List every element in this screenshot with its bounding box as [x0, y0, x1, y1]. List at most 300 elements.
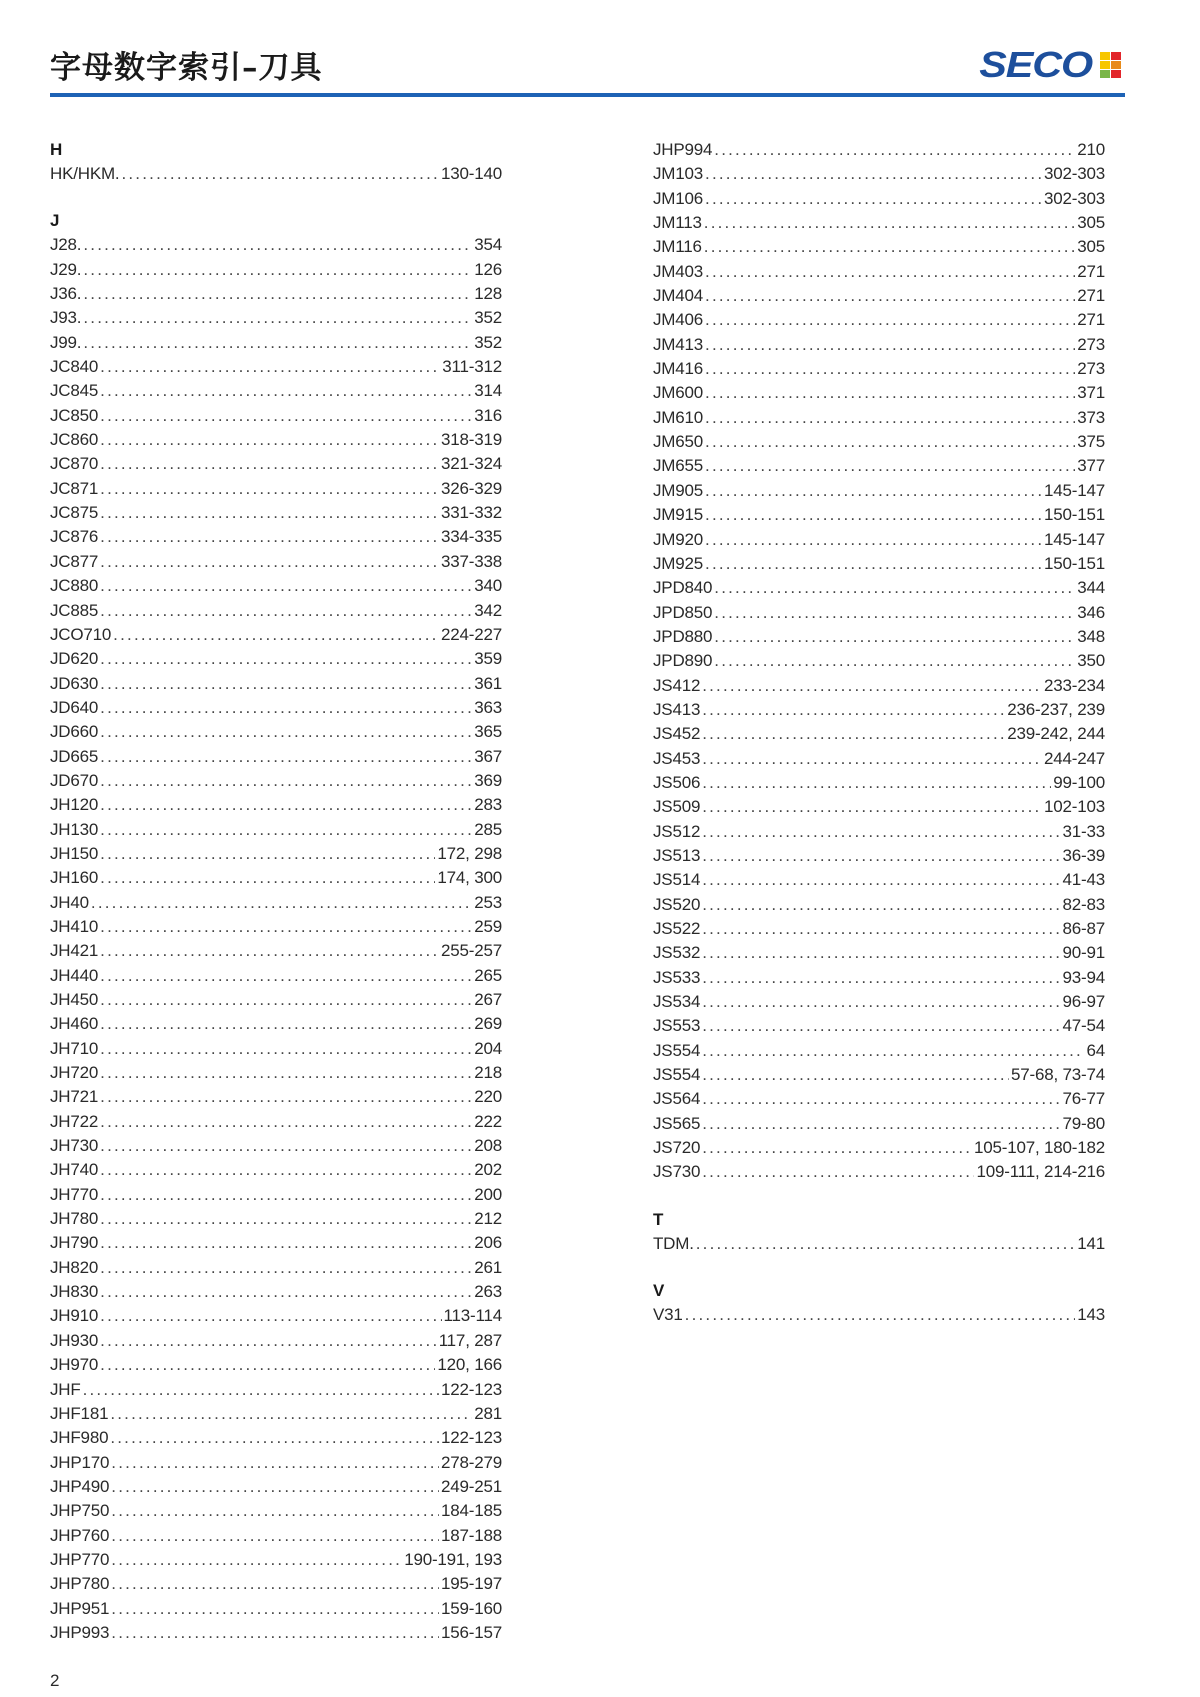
dot-leader — [714, 138, 1075, 162]
entry-code: JC877 — [50, 551, 99, 571]
entry-code: JS522 — [653, 919, 701, 938]
entry-pages: 273 — [1077, 359, 1105, 379]
section-letter: J — [50, 211, 60, 231]
index-section — [653, 1208, 1105, 1256]
entry-pages: 361 — [474, 673, 502, 693]
dot-leader — [111, 1621, 439, 1645]
dot-leader — [111, 1524, 439, 1548]
entry-pages: 259 — [474, 916, 502, 936]
index-entry — [50, 1548, 502, 1572]
index-entry — [50, 964, 502, 988]
dot-leader — [702, 893, 1060, 917]
dot-leader — [714, 625, 1075, 649]
index-entry — [653, 893, 1105, 917]
dot-leader — [702, 1136, 972, 1160]
index-entry — [50, 355, 502, 379]
entry-code: JM650 — [653, 432, 704, 452]
index-entry — [50, 769, 502, 793]
entry-code: J28. — [50, 235, 82, 255]
index-entry — [50, 1451, 502, 1475]
index-entry — [50, 1499, 502, 1523]
entry-code: JM404 — [653, 286, 704, 306]
index-entry — [653, 479, 1105, 503]
entry-code: JH120 — [50, 795, 99, 815]
index-entry — [50, 1353, 502, 1377]
dot-leader — [100, 915, 472, 939]
index-entry — [653, 503, 1105, 527]
entry-code: JD620 — [50, 649, 99, 669]
entry-pages: 331-332 — [441, 503, 502, 523]
index-entry — [653, 576, 1105, 600]
dot-leader — [100, 647, 472, 671]
entry-code: JS509 — [653, 797, 701, 817]
index-entry — [50, 233, 502, 257]
entry-code: JD630 — [50, 673, 99, 693]
entry-pages: 57-68, 73-74 — [1010, 1065, 1105, 1085]
dot-leader — [100, 842, 435, 866]
entry-pages: 210 — [1077, 140, 1105, 159]
entry-pages: 352 — [474, 308, 502, 328]
entry-pages: 285 — [474, 819, 502, 839]
dot-leader — [702, 844, 1060, 868]
dot-leader — [685, 1303, 1076, 1327]
entry-code: JHP993 — [50, 1622, 110, 1642]
dot-leader — [100, 939, 439, 963]
entry-code: JC875 — [50, 503, 99, 523]
index-entry — [653, 528, 1105, 552]
index-entry — [50, 891, 502, 915]
index-entry — [653, 820, 1105, 844]
index-section — [50, 138, 502, 186]
index-entry — [50, 477, 502, 501]
dot-leader — [100, 1158, 472, 1182]
entry-code: JH790 — [50, 1233, 99, 1253]
dot-leader — [121, 162, 439, 186]
entry-pages: 150-151 — [1044, 505, 1105, 525]
index-entry — [50, 1012, 502, 1036]
entry-code: JH730 — [50, 1136, 99, 1156]
dot-leader — [110, 1402, 472, 1426]
entry-code: JM413 — [653, 334, 704, 354]
entry-pages: 263 — [474, 1282, 502, 1302]
dot-leader — [705, 479, 1042, 503]
entry-pages: 113-114 — [443, 1306, 502, 1326]
entry-code: JH710 — [50, 1038, 99, 1058]
entry-code: JD640 — [50, 697, 99, 717]
index-entry — [50, 1110, 502, 1134]
section-letter: H — [50, 140, 63, 159]
entry-pages: 334-335 — [441, 527, 502, 547]
entry-code: JH910 — [50, 1306, 99, 1326]
entry-pages: 337-338 — [441, 551, 502, 571]
entry-pages: 31-33 — [1062, 821, 1105, 841]
dot-leader — [100, 1329, 437, 1353]
dot-leader — [100, 525, 439, 549]
seco-logo — [979, 44, 1121, 85]
dot-leader — [100, 1110, 472, 1134]
entry-pages: 96-97 — [1062, 992, 1105, 1012]
index-entry — [50, 1524, 502, 1548]
index-entry — [50, 939, 502, 963]
entry-pages: 212 — [474, 1209, 502, 1229]
entry-pages: 271 — [1077, 310, 1105, 330]
index-entry — [653, 308, 1105, 332]
entry-code: JC845 — [50, 381, 99, 401]
section-letter: T — [653, 1209, 664, 1229]
index-entry — [653, 1112, 1105, 1136]
entry-code: JM600 — [653, 383, 704, 403]
index-entry — [653, 747, 1105, 771]
entry-pages: 224-227 — [441, 624, 502, 644]
entry-code: JC871 — [50, 478, 99, 498]
entry-code: JS512 — [653, 821, 701, 841]
dot-leader — [100, 720, 472, 744]
dot-leader — [113, 623, 439, 647]
index-entry — [653, 333, 1105, 357]
dot-leader — [696, 1232, 1075, 1256]
logo-block — [1111, 52, 1121, 60]
page-number: 2 — [50, 1671, 60, 1690]
dot-leader — [705, 187, 1042, 211]
entry-pages: 321-324 — [441, 454, 502, 474]
dot-leader — [100, 672, 472, 696]
dot-leader — [705, 552, 1042, 576]
entry-code: JHP994 — [653, 140, 713, 159]
dot-leader — [100, 599, 472, 623]
entry-pages: 41-43 — [1062, 870, 1105, 890]
index-entry — [50, 1207, 502, 1231]
index-entry — [50, 1280, 502, 1304]
entry-code: JHP490 — [50, 1476, 110, 1496]
entry-pages: 271 — [1077, 261, 1105, 281]
entry-pages: 122-123 — [441, 1428, 502, 1448]
index-entry — [653, 406, 1105, 430]
entry-pages: 371 — [1077, 383, 1105, 403]
index-entry — [653, 674, 1105, 698]
dot-leader — [702, 966, 1060, 990]
entry-code: J29. — [50, 259, 82, 279]
entry-code: JD670 — [50, 770, 99, 790]
entry-pages: 253 — [474, 892, 502, 912]
dot-leader — [702, 1087, 1060, 1111]
dot-leader — [100, 1207, 472, 1231]
index-entry — [50, 866, 502, 890]
entry-pages: 346 — [1077, 602, 1105, 622]
entry-pages: 99-100 — [1053, 772, 1105, 792]
entry-pages: 82-83 — [1062, 894, 1105, 914]
entry-pages: 86-87 — [1062, 919, 1105, 938]
entry-code: JM403 — [653, 261, 704, 281]
index-entry — [50, 696, 502, 720]
dot-leader — [100, 818, 472, 842]
entry-code: JH820 — [50, 1257, 99, 1277]
index-entry — [50, 306, 502, 330]
entry-code: JPD840 — [653, 578, 713, 598]
dot-leader — [702, 698, 1005, 722]
dot-leader — [704, 211, 1075, 235]
entry-code: JH410 — [50, 916, 99, 936]
dot-leader — [111, 1451, 439, 1475]
entry-code: JS453 — [653, 748, 701, 768]
dot-leader — [100, 988, 472, 1012]
index-entry — [50, 379, 502, 403]
entry-pages: 93-94 — [1062, 967, 1105, 987]
index-entry — [50, 599, 502, 623]
entry-code: JS720 — [653, 1138, 701, 1158]
dot-leader — [100, 404, 472, 428]
entry-pages: 236-237, 239 — [1007, 699, 1105, 719]
index-entry — [50, 282, 502, 306]
entry-pages: 314 — [474, 381, 502, 401]
entry-code: JHP770 — [50, 1549, 110, 1569]
logo-block — [1100, 70, 1110, 78]
entry-code: JHP760 — [50, 1525, 110, 1545]
dot-leader — [83, 1378, 439, 1402]
entry-code: JH721 — [50, 1087, 99, 1107]
dot-leader — [702, 1063, 1009, 1087]
index-entry — [653, 868, 1105, 892]
entry-pages: 36-39 — [1062, 845, 1105, 865]
entry-code: JHP750 — [50, 1501, 110, 1521]
entry-pages: 141 — [1077, 1233, 1105, 1253]
entry-pages: 102-103 — [1044, 797, 1105, 817]
entry-code: JH460 — [50, 1014, 99, 1034]
dot-leader — [702, 917, 1060, 941]
entry-code: JM116 — [653, 237, 702, 257]
dot-leader — [83, 306, 472, 330]
dot-leader — [83, 282, 472, 306]
entry-code: JS554 — [653, 1040, 701, 1060]
dot-leader — [702, 795, 1042, 819]
entry-code: JH150 — [50, 843, 99, 863]
entry-pages: 233-234 — [1044, 675, 1105, 695]
dot-leader — [100, 379, 472, 403]
index-entry — [50, 818, 502, 842]
entry-pages: 352 — [474, 332, 502, 352]
dot-leader — [100, 1353, 435, 1377]
entry-pages: 184-185 — [441, 1501, 502, 1521]
index-entry — [50, 915, 502, 939]
entry-code: J36. — [50, 284, 82, 304]
entry-code: JHP780 — [50, 1574, 110, 1594]
index-entry — [50, 988, 502, 1012]
index-entry — [50, 1134, 502, 1158]
entry-pages: 159-160 — [441, 1598, 502, 1618]
index-entry — [50, 647, 502, 671]
entry-code: JC870 — [50, 454, 99, 474]
index-entry — [50, 258, 502, 282]
entry-pages: 202 — [474, 1160, 502, 1180]
dot-leader — [100, 477, 439, 501]
logo-wordmark: SECO — [979, 44, 1092, 85]
entry-pages: 206 — [474, 1233, 502, 1253]
entry-code: JH160 — [50, 868, 99, 888]
index-entry — [653, 795, 1105, 819]
entry-code: JHF980 — [50, 1428, 109, 1448]
entry-pages: 354 — [474, 235, 502, 255]
index-section — [653, 138, 1105, 1185]
index-entry — [50, 1572, 502, 1596]
dot-leader — [91, 891, 472, 915]
dot-leader — [100, 866, 435, 890]
index-entry — [50, 1183, 502, 1207]
dot-leader — [705, 406, 1075, 430]
dot-leader — [714, 576, 1075, 600]
entry-code: JH720 — [50, 1063, 99, 1083]
logo-block — [1100, 61, 1110, 69]
entry-pages: 311-312 — [442, 357, 502, 377]
entry-code: JCO710 — [50, 624, 112, 644]
entry-pages: 109-111, 214-216 — [976, 1162, 1105, 1182]
dot-leader — [705, 162, 1042, 186]
entry-code: JM113 — [653, 213, 702, 233]
entry-pages: 200 — [474, 1184, 502, 1204]
index-entry — [50, 525, 502, 549]
entry-pages: 249-251 — [441, 1476, 502, 1496]
entry-pages: 350 — [1077, 651, 1105, 671]
dot-leader — [83, 258, 472, 282]
dot-leader — [704, 235, 1075, 259]
entry-code: JH970 — [50, 1355, 99, 1375]
index-entry — [50, 1256, 502, 1280]
entry-pages: 271 — [1077, 286, 1105, 306]
index-entry — [653, 235, 1105, 259]
dot-leader — [705, 381, 1075, 405]
dot-leader — [100, 1256, 472, 1280]
dot-leader — [110, 1426, 439, 1450]
index-entry — [653, 601, 1105, 625]
entry-pages: 269 — [474, 1014, 502, 1034]
dot-leader — [111, 1499, 439, 1523]
index-entry — [653, 162, 1105, 186]
dot-leader — [705, 503, 1042, 527]
entry-code: JS533 — [653, 967, 701, 987]
index-entry — [50, 404, 502, 428]
index-entry — [50, 1158, 502, 1182]
entry-pages: 273 — [1077, 334, 1105, 354]
entry-pages: 369 — [474, 770, 502, 790]
index-entry — [50, 1426, 502, 1450]
dot-leader — [111, 1475, 439, 1499]
index-entry — [653, 1063, 1105, 1087]
entry-code: JC850 — [50, 405, 99, 425]
dot-leader — [705, 308, 1075, 332]
entry-pages: 244-247 — [1044, 748, 1105, 768]
entry-code: JM905 — [653, 480, 704, 500]
entry-code: JH450 — [50, 990, 99, 1009]
entry-pages: 126 — [474, 259, 502, 279]
entry-code: JC885 — [50, 600, 99, 620]
entry-pages: 128 — [474, 284, 502, 304]
index-entry — [50, 428, 502, 452]
index-entry — [653, 1232, 1105, 1256]
entry-pages: 187-188 — [441, 1525, 502, 1545]
entry-pages: 316 — [474, 405, 502, 425]
entry-code: JH930 — [50, 1330, 99, 1350]
index-entry — [653, 138, 1105, 162]
dot-leader — [100, 964, 472, 988]
dot-leader — [111, 1597, 439, 1621]
entry-code: JS513 — [653, 845, 701, 865]
dot-leader — [100, 452, 439, 476]
index-entry — [653, 1039, 1105, 1063]
page-header — [50, 42, 1125, 98]
dot-leader — [100, 1134, 472, 1158]
entry-code: JD660 — [50, 722, 99, 742]
entry-code: JM655 — [653, 456, 704, 476]
index-section — [50, 209, 502, 1645]
dot-leader — [100, 574, 472, 598]
index-entry — [50, 1378, 502, 1402]
entry-code: JH440 — [50, 965, 99, 985]
entry-code: JS506 — [653, 772, 701, 792]
dot-leader — [705, 528, 1042, 552]
entry-pages: 156-157 — [441, 1622, 502, 1642]
entry-pages: 150-151 — [1044, 553, 1105, 573]
index-entry — [50, 1475, 502, 1499]
entry-pages: 363 — [474, 697, 502, 717]
entry-code: JHF181 — [50, 1403, 109, 1423]
entry-code: JM925 — [653, 553, 704, 573]
index-entry — [50, 1304, 502, 1328]
dot-leader — [705, 333, 1075, 357]
entry-code: JC880 — [50, 576, 99, 596]
entry-code: TDM. — [653, 1233, 694, 1253]
dot-leader — [705, 260, 1075, 284]
dot-leader — [702, 941, 1060, 965]
entry-code: JHP170 — [50, 1452, 110, 1472]
dot-leader — [714, 601, 1075, 625]
entry-pages: 367 — [474, 746, 502, 766]
entry-code: J93. — [50, 308, 82, 328]
index-entry — [50, 162, 502, 186]
index-entry — [653, 1087, 1105, 1111]
entry-code: JS412 — [653, 675, 701, 695]
dot-leader — [100, 501, 439, 525]
entry-code: JS413 — [653, 699, 701, 719]
dot-leader — [702, 771, 1051, 795]
page-title: 字母数字索引–刀具 — [50, 50, 323, 86]
index-entry — [653, 966, 1105, 990]
entry-code: JM920 — [653, 529, 704, 549]
entry-code: JM406 — [653, 310, 704, 330]
entry-code: J99. — [50, 332, 82, 352]
entry-pages: 305 — [1077, 213, 1105, 233]
dot-leader — [100, 1061, 472, 1085]
entry-pages: 220 — [474, 1087, 502, 1107]
entry-pages: 302-303 — [1044, 188, 1105, 208]
dot-leader — [702, 674, 1042, 698]
entry-pages: 218 — [474, 1063, 502, 1083]
index-entry — [50, 1329, 502, 1353]
dot-leader — [111, 1572, 439, 1596]
dot-leader — [705, 454, 1075, 478]
dot-leader — [714, 649, 1075, 673]
entry-code: JS730 — [653, 1162, 701, 1182]
entry-pages: 348 — [1077, 626, 1105, 646]
index-entry — [50, 501, 502, 525]
index-section — [653, 1279, 1105, 1327]
dot-leader — [702, 1160, 974, 1184]
entry-code: JHF — [50, 1379, 81, 1399]
entry-code: JS564 — [653, 1089, 701, 1109]
entry-pages: 120, 166 — [437, 1355, 502, 1375]
entry-code: JPD890 — [653, 651, 713, 671]
entry-pages: 344 — [1077, 578, 1105, 598]
index-entry — [653, 625, 1105, 649]
entry-pages: 190-191, 193 — [404, 1549, 502, 1569]
index-entry — [50, 745, 502, 769]
